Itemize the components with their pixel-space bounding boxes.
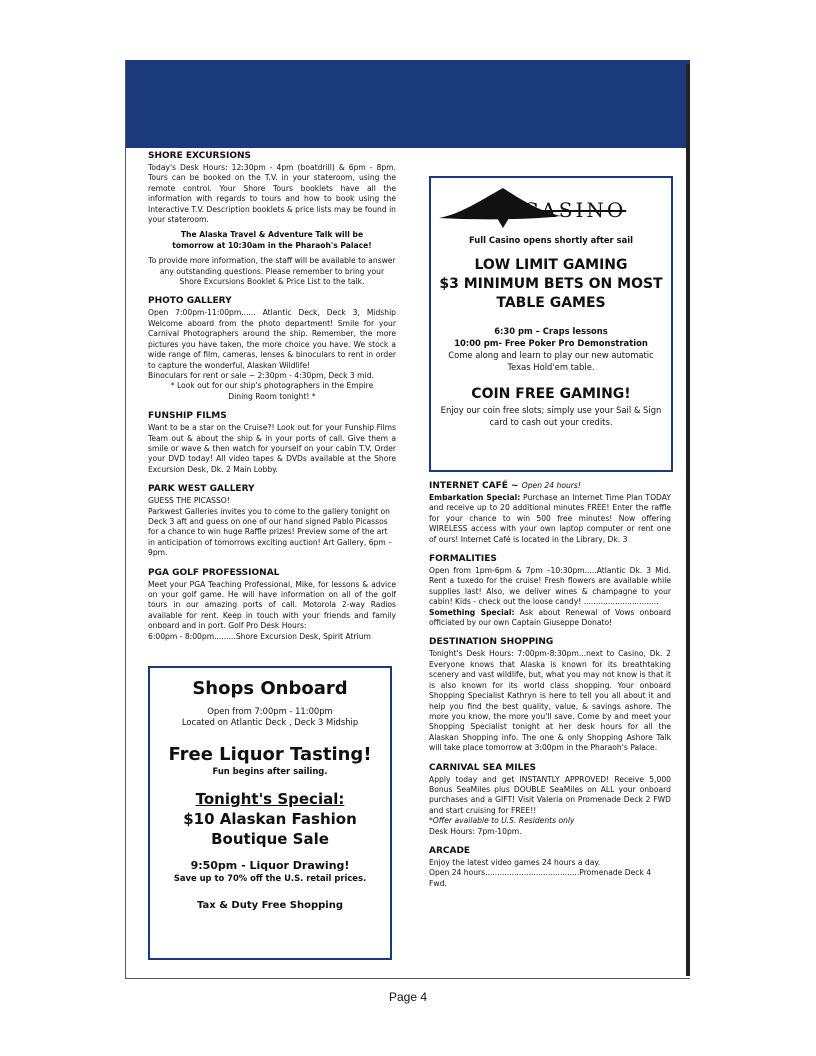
dest-title: DESTINATION SHOPPING <box>429 637 554 648</box>
miles-body: Apply today and get INSTANTLY APPROVED! Receive 5,000 Bonus SeaMiles plus DOUBLE SeaMiles on ALL your onboard purchases and a GIFT! Visit Valeria on Promenade Deck 2 FWD and start cruising for FREE!! <box>429 774 671 815</box>
photo-body: Open 7:00pm-11:00pm...... Atlantic Deck, Deck 3, Midship Welcome aboard from the photo department! Smile for your Carnival Photographers around the ship. Remember, the more pictures you have taken, the more choice you have. We stock a wide range of film, cameras, lenses & binoculars to rent in order to capture the wonderful, Alaskan Wildlife! <box>148 308 396 370</box>
internet-open: Open 24 hours! <box>521 481 581 490</box>
shops-hours: Open from 7:00pm - 11:00pm <box>207 706 333 716</box>
miles-title: CARNIVAL SEA MILES <box>429 762 536 773</box>
header-banner <box>126 60 690 148</box>
formal-special <box>429 608 671 629</box>
save-line: Save up to 70% off the U.S. retail prices. <box>173 873 367 883</box>
shore-title: SHORE EXCURSIONS <box>148 151 251 161</box>
golf-hours: 6:00pm - 8:00pm.........Shore Excursion Desk, Spirit Atrium <box>148 631 371 641</box>
formal-special-text: Ask about Renewal of Vows onboard officiated by our own Captain Giuseppe Donato! <box>429 607 671 628</box>
golf-body: Meet your PGA Teaching Professional, Mike, for lessons & advice on your golf game. He will have information on all of the golf tours in our amazing ports of call. Motorola 2-way Radios available for rent. Keep in touch with your friends and family onboard and in port. Golf Pro Desk Hours: <box>148 579 396 631</box>
arcade-hours: Open 24 hours.......................................Promenade Deck 4 Fwd. <box>429 868 652 888</box>
newsletter-sheet <box>125 60 690 979</box>
shore-talk: The Alaska Travel & Adventure Talk will be tomorrow at 10:30am in the Pharaoh's Palace! <box>172 230 372 250</box>
photo-title: PHOTO GALLERY <box>148 296 232 307</box>
casino-box <box>429 176 673 472</box>
internet-body <box>429 493 671 545</box>
photo-binoculars: Binoculars for rent or sale ~ 2:30pm - 4:30pm, Deck 3 mid. <box>148 370 374 380</box>
dest-body: Tonight's Desk Hours: 7:00pm-8:30pm...next to Casino, Dk. 2 Everyone knows that Alaska is known for its breathtaking scenery and vast wildlife, but, what you may not know is that it is also known for its world class shopping. Your onboard Shopping Specialist Kathryn is here to tell you all about it and help you find the best quality, value, & savings ashore. The more you know, the more you'll save. Come by and meet your Shopping Specialist tonight at her desk hours for all the Alaskan Shopping info. The one & only Shopping Ashore Talk will take place tomorrow at 3:00pm in the Pharaoh's Palace. <box>429 649 671 753</box>
internet-label: Embarkation Special: <box>429 493 521 502</box>
shops-onboard-box <box>148 666 392 960</box>
left-column <box>148 150 396 642</box>
internet-text: Purchase an Internet Time Plan TODAY and receive up to 20 additional minutes FREE! Enter the raffle for your chance to win 500 free minutes! Now offering WIRELESS access with your own laptop computer or rent one of ours! Internet Café is located in the Library, Dk. 3 <box>429 493 671 544</box>
arcade-title: ARCADE <box>429 845 471 856</box>
shore-body: Today's Desk Hours: 12:30pm - 4pm (boatdrill) & 6pm - 8pm. Tours can be booked on the T.V. in your stateroom, using the remote control. Your Shore Tours booklets have all the information with regards to tours and how to book using the Interactive T.V. Description booklets & price lists may be found in your stateroom. <box>148 163 396 225</box>
funship-title: FUNSHIP FILMS <box>148 411 227 422</box>
low-limit-2: $3 MINIMUM BETS ON MOST <box>439 276 663 292</box>
formal-body: Open from 1pm-6pm & 7pm –10:30pm.....Atlantic Dk. 3 Mid. Rent a tuxedo for the cruise! Fresh flowers are available while supplies last! Also, we deliver wines & champagne to your cabin! Kids - check out the loose candy! ............................... <box>429 566 671 607</box>
liquor-sub: Fun begins after sailing. <box>212 766 328 776</box>
casino-logo <box>431 178 671 230</box>
parkwest-subtitle: GUESS THE PICASSO! <box>148 496 230 506</box>
golf-title: PGA GOLF PROFESSIONAL <box>148 567 280 578</box>
internet-title <box>429 480 671 492</box>
miles-hours: Desk Hours: 7pm-10pm. <box>429 826 522 836</box>
internet-title-text: INTERNET CAFÉ ~ <box>429 481 519 491</box>
formal-title: FORMALITIES <box>429 554 497 565</box>
casino-logo-text: CASINO <box>523 198 627 222</box>
poker-demo: 10:00 pm- Free Poker Pro Demonstration <box>454 338 648 348</box>
special-line-2: Boutique Sale <box>211 830 329 848</box>
special-title: Tonight's Special: <box>195 790 345 808</box>
miles-note: *Offer available to U.S. Residents only <box>429 816 575 826</box>
right-column <box>429 480 671 889</box>
low-limit-1: LOW LIMIT GAMING <box>474 257 628 273</box>
craps-lessons: 6:30 pm – Craps lessons <box>494 326 608 336</box>
shops-title: Shops Onboard <box>192 678 348 699</box>
shops-location: Located on Atlantic Deck , Deck 3 Midship <box>181 717 359 727</box>
arcade-body: Enjoy the latest video games 24 hours a day. <box>429 857 601 867</box>
shore-more: To provide more information, the staff will be available to answer any outstanding questions. Please remember to bring your Shore Excursions Booklet & Price List to the talk. <box>148 256 396 287</box>
photo-lookout: * Look out for our ship's photographers in the Empire Dining Room tonight! * <box>170 381 374 401</box>
texas-holdem: Come along and learn to play our new automatic Texas Hold'em table. <box>448 350 654 372</box>
casino-opens: Full Casino opens shortly after sail <box>469 235 633 245</box>
coin-free-body: Enjoy our coin free slots; simply use your Sail & Sign card to cash out your credits. <box>440 405 662 427</box>
formal-label: Something Special: <box>429 607 515 617</box>
liquor-title: Free Liquor Tasting! <box>168 744 372 765</box>
low-limit-3: TABLE GAMES <box>496 295 606 311</box>
sheet-shadow <box>686 64 690 976</box>
special-line-1: $10 Alaskan Fashion <box>183 810 357 828</box>
parkwest-body: Parkwest Galleries invites you to come to the gallery tonight on Deck 3 aft and guess on one of our hand signed Pablo Picassos for a chance to win huge Raffle prizes! Preview some of the art in anticipation of tomorrows exciting auction! Art Gallery, 6pm – 9pm. <box>148 506 392 558</box>
parkwest-title: PARK WEST GALLERY <box>148 484 255 495</box>
tax-free: Tax & Duty Free Shopping <box>197 900 343 911</box>
liquor-drawing: 9:50pm - Liquor Drawing! <box>190 859 350 872</box>
coin-free: COIN FREE GAMING! <box>471 386 631 402</box>
page-number: Page 4 <box>388 990 428 1004</box>
funship-body: Want to be a star on the Cruise?! Look out for your Funship Films Team out & about the ship & in your ports of call. Give them a smile or wave & then watch for yourself on your cabin T.V. Order your DVD today! All video tapes & DVDs available at the Shore Excursion Desk, Dk. 2 Main Lobby. <box>148 423 396 474</box>
